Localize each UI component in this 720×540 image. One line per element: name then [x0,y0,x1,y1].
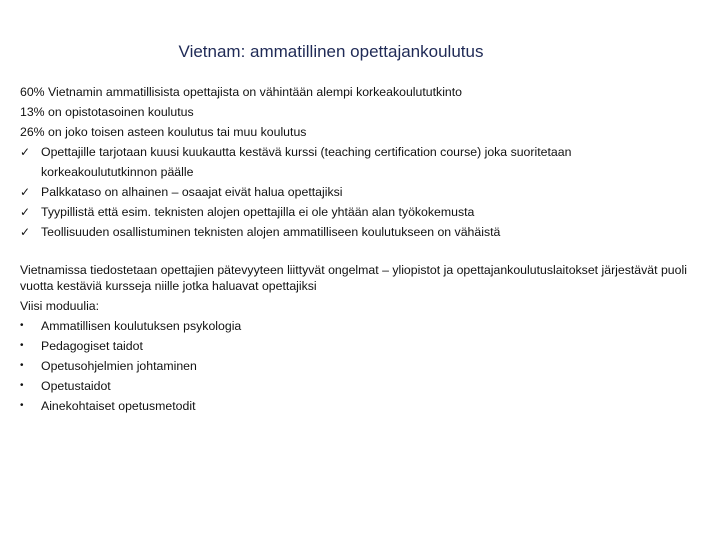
check-item [20,142,700,182]
bullet-icon: • [20,380,24,391]
module-item-text: Ainekohtaiset opetusmetodit [41,399,196,413]
module-item-text: Opetustaidot [41,379,111,393]
intro-paragraph: Vietnamissa tiedostetaan opettajien pätevyyteen liittyvät ongelmat – yliopistot ja opettajankoulutuslaitokset järjestävät puoli vuotta kestäviä kursseja niille jotka haluavat opettajiksi [20,263,687,293]
modules-label: Viisi moduulia: [20,299,100,313]
bullet-icon: • [20,360,24,371]
stat-line: 13% on opistotasoinen koulutus [20,105,194,119]
bullet-icon: • [20,320,24,331]
check-item-text: Opettajille tarjotaan kuusi kuukautta kestävä kurssi (teaching certification course) joka suoritetaan korkeakoulututkinnon päälle [41,145,572,179]
check-item-text: Tyypillistä että esim. teknisten alojen opettajilla ei ole yhtään alan työkokemusta [41,205,475,219]
check-item [20,202,700,222]
checkmark-icon: ✓ [20,185,31,199]
intro-section [20,82,700,242]
bullet-icon: • [20,340,24,351]
checkmark-icon: ✓ [20,145,31,159]
bullet-icon: • [20,400,24,411]
check-item-text: Palkkataso on alhainen – osaajat eivät halua opettajiksi [41,185,343,199]
module-item-text: Ammatillisen koulutuksen psykologia [41,319,242,333]
modules-section [20,262,700,416]
stat-line: 60% Vietnamin ammatillisista opettajista on vähintään alempi korkeakoulututkinto [20,85,463,99]
module-item [20,376,700,396]
module-item [20,356,700,376]
module-item [20,336,700,356]
check-item [20,182,700,202]
checkmark-icon: ✓ [20,225,31,239]
stat-line: 26% on joko toisen asteen koulutus tai muu koulutus [20,125,307,139]
module-item-text: Opetusohjelmien johtaminen [41,359,197,373]
module-item [20,396,700,416]
check-item [20,222,700,242]
checkmark-icon: ✓ [20,205,31,219]
page-title: Vietnam: ammatillinen opettajankoulutus [178,42,484,61]
module-item [20,316,700,336]
module-item-text: Pedagogiset taidot [41,339,143,353]
check-item-text: Teollisuuden osallistuminen teknisten alojen ammatilliseen koulutukseen on vähäistä [41,225,501,239]
